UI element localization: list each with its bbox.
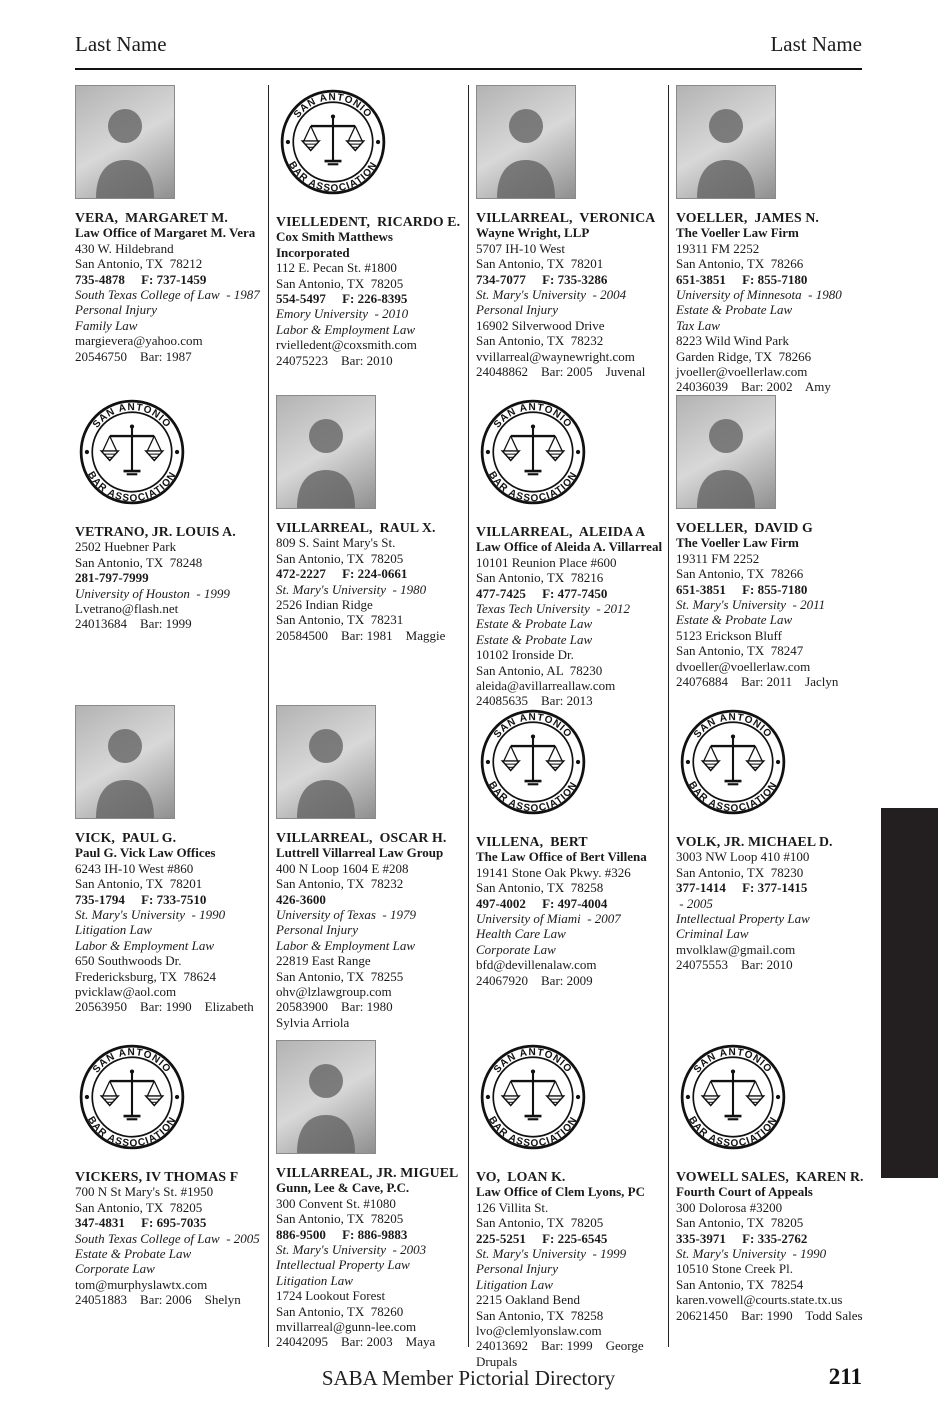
entry-line: pvicklaw@aol.com — [75, 984, 177, 1000]
entry-line: Litigation Law — [476, 1276, 553, 1292]
saba-seal-logo — [79, 399, 185, 505]
member-name: VICKERS, IV THOMAS F — [75, 1169, 239, 1184]
entry-line: Law Office of Aleida A. Villarreal — [476, 539, 663, 555]
member-name: VOELLER, JAMES N. — [676, 210, 819, 225]
member-photo — [676, 85, 776, 199]
entry-line: tom@murphyslawtx.com — [75, 1276, 208, 1292]
entry-line: The Law Office of Bert Villena — [476, 849, 647, 865]
entry-line: 20621450 Bar: 1990 Todd Sales — [676, 1307, 863, 1323]
entry-line: San Antonio, TX 78248 — [75, 554, 203, 570]
entry-line: University of Houston - 1999 — [75, 585, 230, 601]
entry-line: 735-1794 F: 733-7510 — [75, 891, 207, 907]
entry-line: 10102 Ironside Dr. — [476, 647, 574, 663]
entry-line: 225-5251 F: 225-6545 — [476, 1230, 608, 1246]
entry-line: University of Minnesota - 1980 — [676, 287, 842, 303]
page-footer — [75, 1366, 862, 1400]
entry-line: Criminal Law — [676, 926, 749, 942]
entry-line: Personal Injury — [75, 302, 157, 318]
entry-line: Estate & Probate Law — [75, 1246, 192, 1262]
entry-line: 700 N St Mary's St. #1950 — [75, 1184, 214, 1200]
entry-line: South Texas College of Law - 2005 — [75, 1230, 260, 1246]
entry-line: 20583900 Bar: 1980 — [276, 999, 393, 1015]
svg-text:SAN ANTONIO: SAN ANTONIO — [491, 402, 574, 431]
entry-line: San Antonio, TX 78232 — [476, 333, 604, 349]
entry-line: Labor & Employment Law — [276, 937, 416, 953]
member-name: VO, LOAN K. — [476, 1169, 566, 1184]
svg-text:BAR ASSOCIATION: BAR ASSOCIATION — [486, 469, 580, 505]
entry-line: Texas Tech University - 2012 — [476, 601, 630, 617]
entry-line: 24013684 Bar: 1999 — [75, 616, 192, 632]
entry-line: St. Mary's University - 2011 — [676, 597, 826, 613]
entry-line: San Antonio, TX 78212 — [75, 256, 203, 272]
directory-entry — [276, 85, 466, 368]
entry-line: Sylvia Arriola — [276, 1014, 350, 1030]
entry-line: San Antonio, TX 78260 — [276, 1303, 404, 1319]
svg-text:SAN ANTONIO: SAN ANTONIO — [691, 712, 774, 741]
entry-line: 472-2227 F: 224-0661 — [276, 566, 408, 582]
entry-line: 400 N Loop 1604 E #208 — [276, 860, 409, 876]
entry-line: 10510 Stone Creek Pl. — [676, 1261, 793, 1277]
entry-line: Intellectual Property Law — [276, 1257, 410, 1273]
entry-line: Gunn, Lee & Cave, P.C. — [276, 1180, 410, 1196]
entry-line: lvo@clemlyonslaw.com — [476, 1323, 602, 1339]
entry-line: St. Mary's University - 1999 — [476, 1246, 627, 1262]
directory-entry — [676, 705, 866, 973]
entry-line: Fourth Court of Appeals — [676, 1184, 813, 1200]
entry-line: Litigation Law — [276, 1272, 353, 1288]
entry-line: Estate & Probate Law — [676, 612, 793, 628]
entry-line: San Antonio, TX 78258 — [476, 1307, 604, 1323]
entry-line: 24085635 Bar: 2013 — [476, 693, 593, 709]
entry-line: Cox Smith Matthews Incorporated — [276, 229, 397, 260]
entry-line: 112 E. Pecan St. #1800 — [276, 260, 397, 276]
entry-line: 20546750 Bar: 1987 — [75, 348, 192, 364]
entry-line: 24013692 Bar: 1999 George Drupals — [476, 1338, 647, 1369]
entry-line: 24067920 Bar: 2009 — [476, 972, 593, 988]
entry-line: 300 Convent St. #1080 — [276, 1195, 396, 1211]
entry-line: San Antonio, TX 78205 — [276, 550, 404, 566]
entry-line: 24075553 Bar: 2010 — [676, 957, 793, 973]
directory-grid — [75, 85, 865, 1369]
entry-line: 24076884 Bar: 2011 Jaclyn — [676, 674, 839, 690]
entry-line: mvolklaw@gmail.com — [676, 941, 796, 957]
entry-line: 1724 Lookout Forest — [276, 1288, 386, 1304]
entry-line: 22819 East Range — [276, 953, 371, 969]
entry-line: 16902 Silverwood Drive — [476, 317, 605, 333]
entry-line: St. Mary's University - 1980 — [276, 581, 427, 597]
entry-line: 809 S. Saint Mary's St. — [276, 535, 396, 551]
entry-line: Law Office of Margaret M. Vera — [75, 225, 256, 241]
member-name: VOLK, JR. MICHAEL D. — [676, 834, 833, 849]
member-photo — [476, 85, 576, 199]
member-name: VERA, MARGARET M. — [75, 210, 228, 225]
entry-line: Wayne Wright, LLP — [476, 225, 590, 241]
entry-line: 651-3851 F: 855-7180 — [676, 271, 808, 287]
entry-line: 24048862 Bar: 2005 Juvenal — [476, 364, 646, 380]
saba-seal-logo — [680, 709, 786, 815]
svg-text:BAR ASSOCIATION: BAR ASSOCIATION — [686, 779, 780, 815]
entry-line: 5123 Erickson Bluff — [676, 627, 782, 643]
entry-line: 886-9500 F: 886-9883 — [276, 1226, 408, 1242]
directory-entry — [276, 705, 466, 1030]
entry-line: Litigation Law — [75, 922, 152, 938]
entry-line: 377-1414 F: 377-1415 — [676, 880, 808, 896]
entry-line: jvoeller@voellerlaw.com — [676, 364, 808, 380]
entry-line: Luttrell Villarreal Law Group — [276, 845, 444, 861]
entry-line: margievera@yahoo.com — [75, 333, 203, 349]
entry-line: Law Office of Clem Lyons, PC — [476, 1184, 645, 1200]
entry-line: San Antonio, TX 78247 — [676, 643, 804, 659]
member-name: VILLARREAL, VERONICA — [476, 210, 656, 225]
member-name: VILLARREAL, ALEIDA A — [476, 524, 646, 539]
entry-line: San Antonio, TX 78232 — [276, 876, 404, 892]
saba-seal-logo — [480, 709, 586, 815]
entry-line: vvillarreal@waynewright.com — [476, 348, 635, 364]
svg-text:BAR ASSOCIATION: BAR ASSOCIATION — [686, 1114, 780, 1150]
running-header-right: Last Name — [770, 32, 862, 56]
directory-entry — [476, 705, 666, 988]
entry-line: Labor & Employment Law — [75, 937, 215, 953]
entry-line: San Antonio, TX 78205 — [75, 1199, 203, 1215]
svg-text:SAN ANTONIO: SAN ANTONIO — [90, 402, 173, 431]
entry-line: St. Mary's University - 2003 — [276, 1242, 427, 1258]
footer-title: SABA Member Pictorial Directory — [321, 1366, 616, 1390]
entry-line: Tax Law — [676, 317, 720, 333]
entry-line: St. Mary's University - 1990 — [676, 1246, 827, 1262]
entry-line: 735-4878 F: 737-1459 — [75, 271, 207, 287]
entry-line: 300 Dolorosa #3200 — [676, 1199, 783, 1215]
entry-line: 2502 Huebner Park — [75, 539, 177, 555]
entry-line: San Antonio, AL 78230 — [476, 662, 603, 678]
saba-seal-logo — [79, 1044, 185, 1150]
member-name: VOELLER, DAVID G — [676, 520, 813, 535]
svg-text:SAN ANTONIO: SAN ANTONIO — [691, 1047, 774, 1076]
entry-line: University of Texas - 1979 — [276, 907, 416, 923]
entry-line: San Antonio, TX 78230 — [676, 864, 804, 880]
entry-line: Labor & Employment Law — [276, 321, 416, 337]
entry-line: 10101 Reunion Place #600 — [476, 554, 617, 570]
entry-line: 24036039 Bar: 2002 Amy — [676, 379, 831, 395]
directory-entry — [676, 395, 866, 689]
member-name: VICK, PAUL G. — [75, 830, 177, 845]
entry-line: 24075223 Bar: 2010 — [276, 352, 393, 368]
member-photo — [276, 705, 376, 819]
entry-line: 554-5497 F: 226-8395 — [276, 291, 408, 307]
entry-line: Personal Injury — [276, 922, 358, 938]
svg-text:BAR ASSOCIATION: BAR ASSOCIATION — [486, 779, 580, 815]
entry-line: 20563950 Bar: 1990 Elizabeth — [75, 999, 254, 1015]
entry-line: 24051883 Bar: 2006 Shelyn — [75, 1292, 241, 1308]
member-photo — [276, 1040, 376, 1154]
entry-line: Estate & Probate Law — [476, 631, 593, 647]
entry-line: 651-3851 F: 855-7180 — [676, 581, 808, 597]
entry-line: 8223 Wild Wind Park — [676, 333, 789, 349]
page-edge-index-tab — [881, 808, 938, 1178]
column-divider — [668, 85, 669, 1347]
directory-entry — [476, 85, 666, 379]
directory-entry — [476, 1040, 666, 1369]
directory-entry — [75, 1040, 265, 1308]
entry-line: San Antonio, TX 78205 — [676, 1215, 804, 1231]
entry-line: The Voeller Law Firm — [676, 535, 799, 551]
entry-line: Health Care Law — [476, 926, 566, 942]
entry-line: 2526 Indian Ridge — [276, 597, 373, 613]
entry-line: rvielledent@coxsmith.com — [276, 337, 417, 353]
column-divider — [268, 85, 269, 1347]
entry-line: San Antonio, TX 78266 — [676, 256, 804, 272]
entry-line: Corporate Law — [476, 941, 556, 957]
svg-text:SAN ANTONIO: SAN ANTONIO — [90, 1047, 173, 1076]
page-number: 211 — [828, 1364, 862, 1389]
entry-line: San Antonio, TX 78266 — [676, 566, 804, 582]
entry-line: 2215 Oakland Bend — [476, 1292, 580, 1308]
entry-line: Estate & Probate Law — [676, 302, 793, 318]
entry-line: 126 Villita St. — [476, 1199, 549, 1215]
directory-entry — [676, 1040, 866, 1323]
member-name: VILLARREAL, RAUL X. — [276, 520, 436, 535]
entry-line: South Texas College of Law - 1987 — [75, 287, 260, 303]
entry-line: bfd@devillenalaw.com — [476, 957, 597, 973]
entry-line: Corporate Law — [75, 1261, 155, 1277]
entry-line: 19311 FM 2252 — [676, 240, 760, 256]
entry-line: 19141 Stone Oak Pkwy. #326 — [476, 864, 631, 880]
entry-line: San Antonio, TX 78205 — [276, 275, 404, 291]
entry-line: Fredericksburg, TX 78624 — [75, 968, 217, 984]
entry-line: ohv@lzlawgroup.com — [276, 984, 392, 1000]
entry-line: San Antonio, TX 78254 — [676, 1276, 804, 1292]
directory-entry — [75, 85, 265, 364]
running-header-left: Last Name — [75, 32, 167, 56]
directory-entry — [75, 395, 265, 632]
entry-line: San Antonio, TX 78255 — [276, 968, 404, 984]
directory-entry — [75, 705, 265, 1015]
directory-entry — [476, 395, 666, 709]
svg-text:BAR ASSOCIATION: BAR ASSOCIATION — [286, 159, 380, 195]
saba-seal-logo — [680, 1044, 786, 1150]
member-photo — [75, 705, 175, 819]
member-photo — [676, 395, 776, 509]
entry-line: San Antonio, TX 78258 — [476, 880, 604, 896]
svg-text:SAN ANTONIO: SAN ANTONIO — [491, 712, 574, 741]
entry-line: 426-3600 — [276, 891, 326, 907]
entry-line: Lvetrano@flash.net — [75, 601, 179, 617]
entry-line: 3003 NW Loop 410 #100 — [676, 849, 810, 865]
directory-entry — [276, 1040, 466, 1350]
entry-line: St. Mary's University - 1990 — [75, 907, 226, 923]
entry-line: San Antonio, TX 78205 — [476, 1215, 604, 1231]
entry-line: The Voeller Law Firm — [676, 225, 799, 241]
entry-line: Intellectual Property Law — [676, 911, 810, 927]
saba-seal-logo — [280, 89, 386, 195]
entry-line: San Antonio, TX 78205 — [276, 1211, 404, 1227]
entry-line: 430 W. Hildebrand — [75, 240, 174, 256]
entry-line: 335-3971 F: 335-2762 — [676, 1230, 808, 1246]
entry-line: San Antonio, TX 78216 — [476, 570, 604, 586]
entry-line: Estate & Probate Law — [476, 616, 593, 632]
entry-line: karen.vowell@courts.state.tx.us — [676, 1292, 843, 1308]
entry-line: 347-4831 F: 695-7035 — [75, 1215, 207, 1231]
entry-line: dvoeller@voellerlaw.com — [676, 658, 811, 674]
entry-line: Personal Injury — [476, 1261, 558, 1277]
member-name: VOWELL SALES, KAREN R. — [676, 1169, 864, 1184]
entry-line: - 2005 — [676, 895, 713, 911]
entry-line: 650 Southwoods Dr. — [75, 953, 182, 969]
entry-line: Family Law — [75, 317, 138, 333]
entry-line: 19311 FM 2252 — [676, 550, 760, 566]
directory-entry — [676, 85, 866, 395]
column-divider — [468, 85, 469, 1347]
entry-line: St. Mary's University - 2004 — [476, 287, 627, 303]
entry-line: Emory University - 2010 — [276, 306, 409, 322]
entry-line: San Antonio, TX 78201 — [476, 256, 604, 272]
member-name: VILLARREAL, JR. MIGUEL — [276, 1165, 459, 1180]
member-name: VIELLEDENT, RICARDO E. — [276, 214, 461, 229]
entry-line: 6243 IH-10 West #860 — [75, 860, 194, 876]
entry-line: Garden Ridge, TX 78266 — [676, 348, 812, 364]
entry-line: San Antonio, TX 78201 — [75, 876, 203, 892]
entry-line: aleida@avillarreallaw.com — [476, 678, 616, 694]
member-name: VETRANO, JR. LOUIS A. — [75, 524, 236, 539]
svg-text:BAR ASSOCIATION: BAR ASSOCIATION — [486, 1114, 580, 1150]
saba-seal-logo — [480, 399, 586, 505]
entry-line: University of Miami - 2007 — [476, 911, 621, 927]
entry-line: 24042095 Bar: 2003 Maya — [276, 1334, 436, 1350]
header-rule — [75, 68, 862, 70]
saba-seal-logo — [480, 1044, 586, 1150]
entry-line: 281-797-7999 — [75, 570, 149, 586]
svg-text:BAR ASSOCIATION: BAR ASSOCIATION — [85, 469, 179, 505]
member-photo — [276, 395, 376, 509]
svg-text:BAR ASSOCIATION: BAR ASSOCIATION — [85, 1114, 179, 1150]
entry-line: mvillarreal@gunn-lee.com — [276, 1319, 417, 1335]
member-name: VILLENA, BERT — [476, 834, 588, 849]
entry-line: 5707 IH-10 West — [476, 240, 565, 256]
member-name: VILLARREAL, OSCAR H. — [276, 830, 447, 845]
entry-line: 20584500 Bar: 1981 Maggie — [276, 627, 446, 643]
entry-line: Paul G. Vick Law Offices — [75, 845, 216, 861]
svg-text:SAN ANTONIO: SAN ANTONIO — [491, 1047, 574, 1076]
svg-text:SAN ANTONIO: SAN ANTONIO — [291, 92, 374, 121]
entry-line: 734-7077 F: 735-3286 — [476, 271, 608, 287]
directory-entry — [276, 395, 466, 643]
entry-line: 497-4002 F: 497-4004 — [476, 895, 608, 911]
entry-line: San Antonio, TX 78231 — [276, 612, 404, 628]
entry-line: 477-7425 F: 477-7450 — [476, 585, 608, 601]
entry-line: Personal Injury — [476, 302, 558, 318]
member-photo — [75, 85, 175, 199]
